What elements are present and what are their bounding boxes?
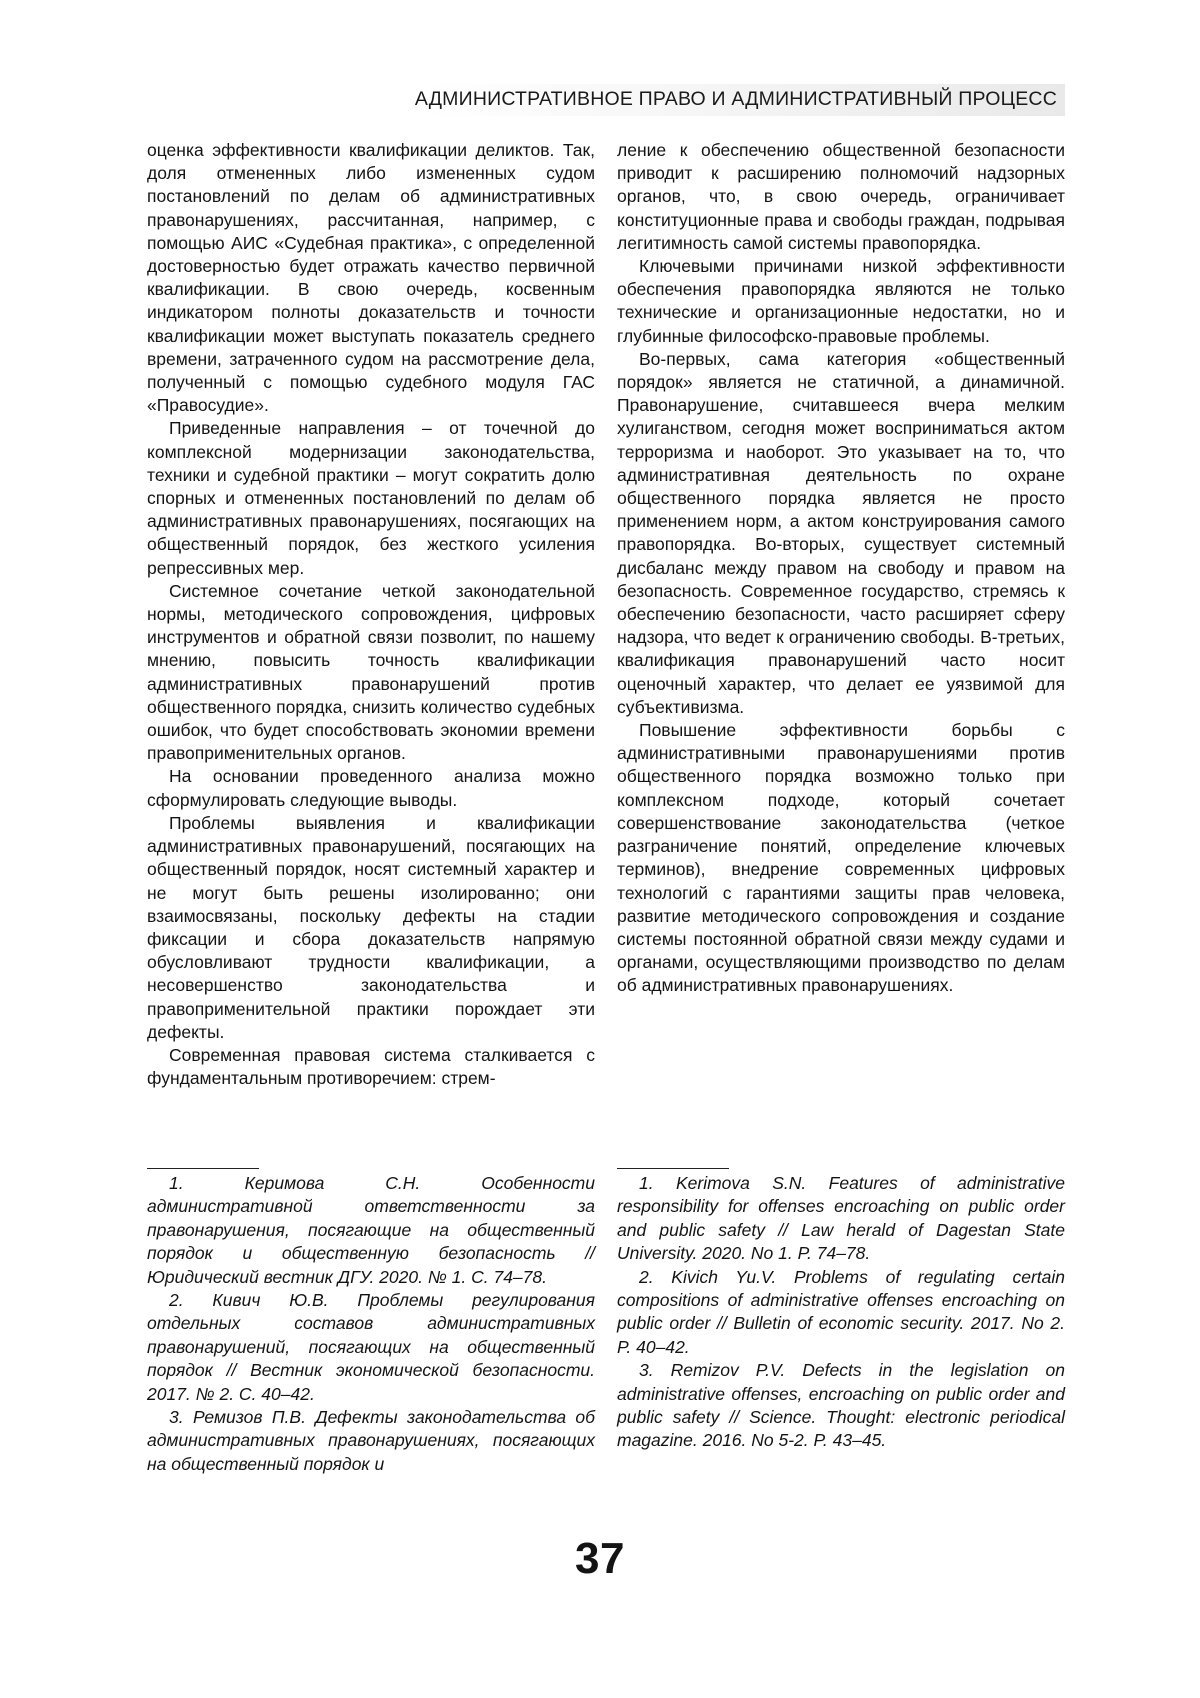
paragraph: Повышение эффективности борьбы с административными правонарушениями против общественного порядка возможно только при комплексном подходе, который сочетает совершенствование законодательства (четкое разграничение понятий, определение ключевых терминов), внедрение современных цифровых технологий с гарантиями защиты прав человека, развитие методического сопровождения и создание системы постоянной обратной связи между судами и органами, осуществляющими производство по делам об административных правонарушениях. — [617, 720, 1065, 996]
right-text-column — [617, 139, 1065, 998]
footnote-rule — [617, 1168, 729, 1169]
section-title: АДМИНИСТРАТИВНОЕ ПРАВО И АДМИНИСТРАТИВНЫЙ ПРОЦЕСС — [414, 88, 1057, 110]
footnotes-russian — [147, 1168, 595, 1476]
left-text-column — [147, 139, 595, 1090]
paragraph: Проблемы выявления и квалификации административных правонарушений, посягающих на общественный порядок, носят системный характер и не могут быть решены изолированно; они взаимосвязаны, поскольку дефекты на стадии фиксации и сбора доказательств напрямую обусловливают трудности квалификации, а несовершенство законодательства и правоприменительной практики порождает эти дефекты. — [147, 812, 595, 1042]
paragraph: Современная правовая система сталкивается с фундаментальным противоречием: стрем- — [147, 1044, 595, 1089]
footnote: 2. Кивич Ю.В. Проблемы регулирования отдельных составов административных правонарушений, посягающих на общественный порядок // Вестник экономической безопасности. 2017. № 2. С. 40–42. — [147, 1290, 595, 1404]
page-number: 37 — [575, 1534, 625, 1583]
paragraph: Во-первых, сама категория «общественный порядок» является не статичной, а динамичной. Правонарушение, считавшееся вчера мелким хулиганством, сегодня может восприниматься актом терроризма и наоборот. Это указывает на то, что административная деятельность по охране общественного порядка является не просто применением норм, а актом конструирования самого правопорядка. Во-вторых, существует системный дисбаланс между правом на свободу и правом на безопасность. Современное государство, стремясь к обеспечению безопасности, часто расширяет сферу надзора, что ведет к ограничению свободы. В-третьих, квалификация правонарушений часто носит оценочный характер, что делает ее уязвимой для субъективизма. — [617, 348, 1065, 717]
paragraph: ление к обеспечению общественной безопасности приводит к расширению полномочий надзорных органов, что, в свою очередь, ограничивает конституционные права и свободы граждан, подрывая легитимность самой системы правопорядка. — [617, 140, 1065, 253]
footnote: 2. Kivich Yu.V. Problems of regulating certain compositions of administrative offenses encroaching on public order // Bulletin of economic security. 2017. No 2. P. 40–42. — [617, 1266, 1065, 1357]
footnotes-english — [617, 1168, 1065, 1453]
footnote: 3. Ремизов П.В. Дефекты законодательства об административных правонарушениях, посягающих на общественный порядок и — [147, 1407, 595, 1474]
running-header — [147, 84, 1065, 116]
footnote-rule — [147, 1168, 259, 1169]
paragraph: Приведенные направления – от точечной до комплексной модернизации законодательства, техники и судебной практики – могут сократить долю спорных и отмененных постановлений по делам об административных правонарушениях, посягающих на общественный порядок, без жесткого усиления репрессивных мер. — [147, 418, 595, 578]
footnote: 1. Керимова С.Н. Особенности административной ответственности за правонарушения, посягающие на общественный порядок и общественную безопасность // Юридический вестник ДГУ. 2020. № 1. С. 74–78. — [147, 1173, 595, 1287]
footnote: 1. Kerimova S.N. Features of administrative responsibility for offenses encroaching on public order and public safety // Law herald of Dagestan State University. 2020. No 1. P. 74–78. — [617, 1173, 1065, 1264]
paragraph: Ключевыми причинами низкой эффективности обеспечения правопорядка являются не только технические и организационные недостатки, но и глубинные философско-правовые проблемы. — [617, 256, 1065, 346]
footnote: 3. Remizov P.V. Defects in the legislation on administrative offenses, encroaching on public order and public safety // Science. Thought: electronic periodical magazine. 2016. No 5-2. P. 43–45. — [617, 1360, 1065, 1451]
paragraph: оценка эффективности квалификации деликтов. Так, доля отмененных либо измененных судом постановлений по делам об административных правонарушениях, рассчитанная, например, с помощью АИС «Судебная практика», с определенной достоверностью будет отражать качество первичной квалификации. В свою очередь, косвенным индикатором полноты доказательств и точности квалификации может выступать показатель среднего времени, затраченного судом на рассмотрение дела, полученный с помощью судебного модуля ГАС «Правосудие». — [147, 140, 595, 416]
paragraph: На основании проведенного анализа можно сформулировать следующие выводы. — [147, 766, 595, 810]
paragraph: Системное сочетание четкой законодательной нормы, методического сопровождения, цифровых инструментов и обратной связи позволит, по нашему мнению, повысить точность квалификации административных правонарушений против общественного порядка, снизить количество судебных ошибок, что будет способствовать экономии времени правоприменительных органов. — [147, 580, 595, 764]
